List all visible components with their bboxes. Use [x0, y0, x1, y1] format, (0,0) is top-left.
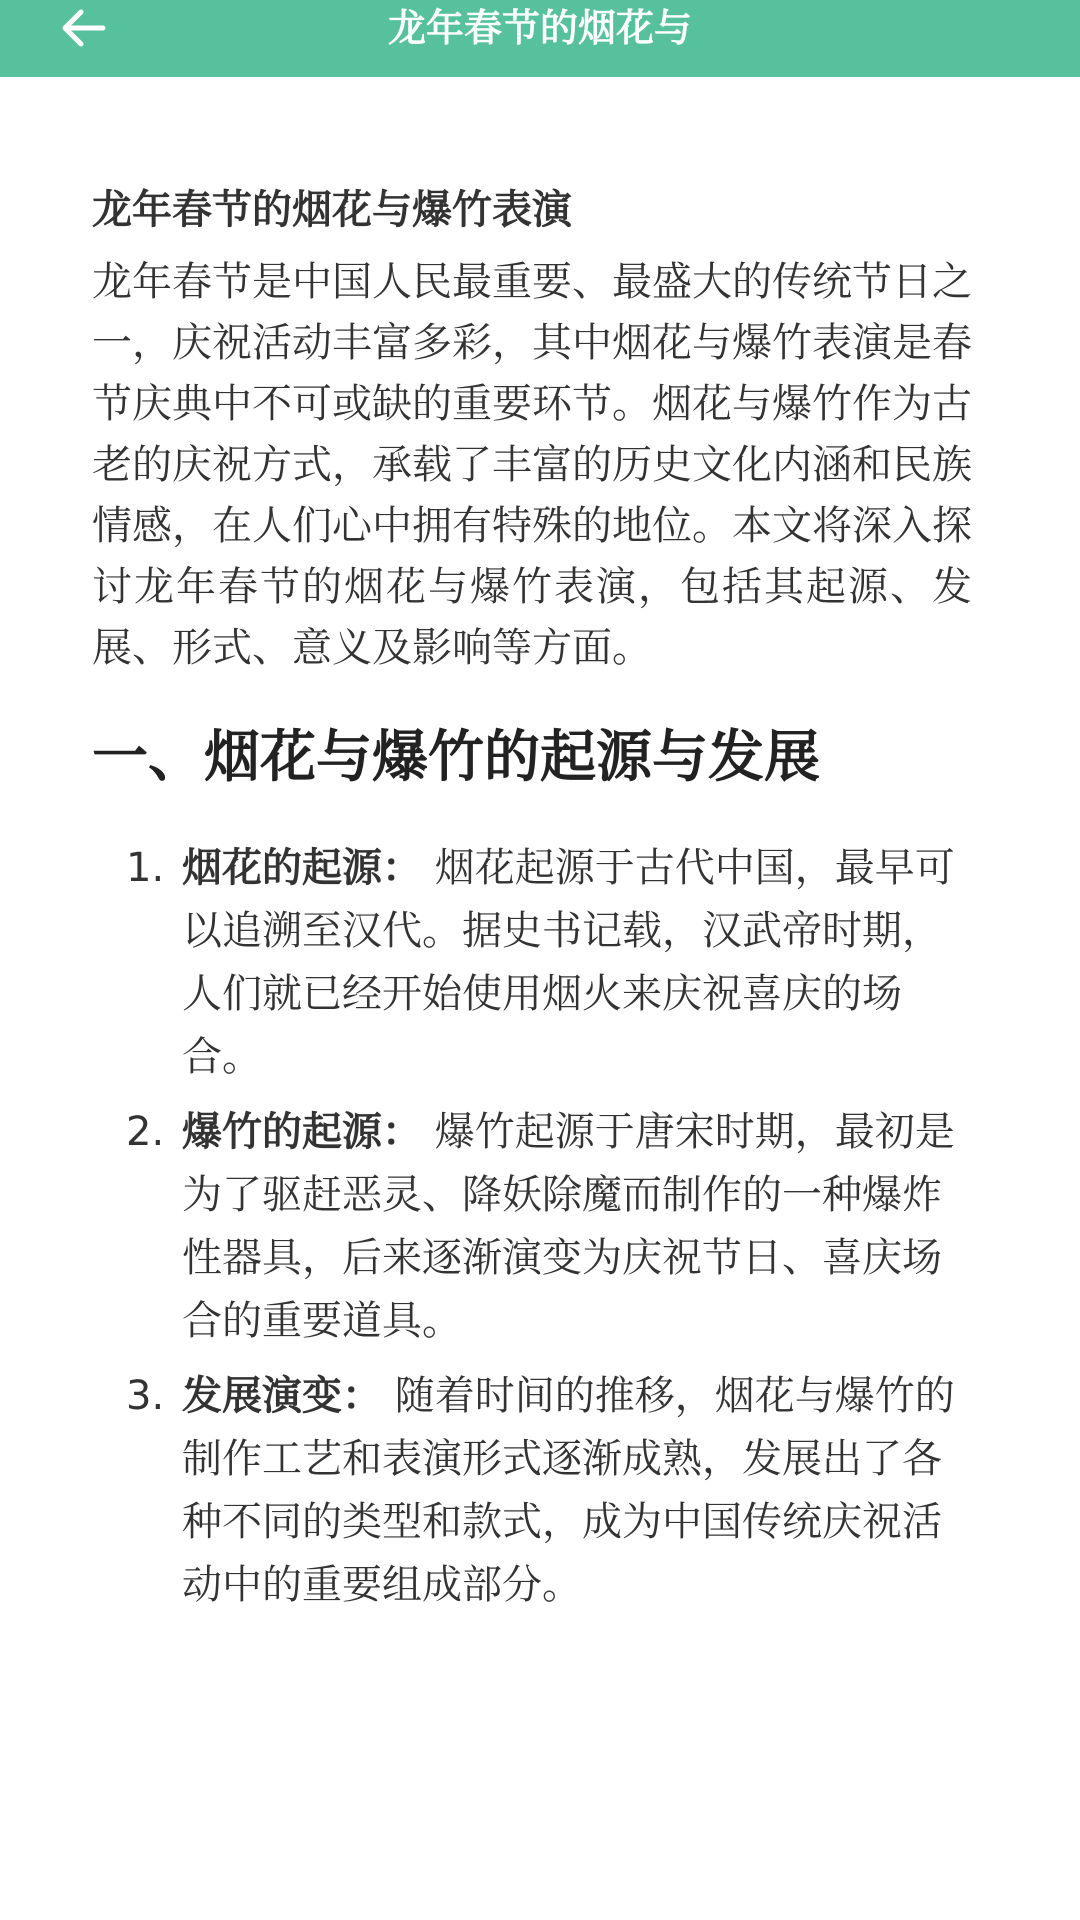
list-item-number: 2.	[126, 1109, 165, 1155]
list-item	[92, 837, 972, 1089]
origin-list	[92, 837, 972, 1617]
list-item-text: 随着时间的推移，烟花与爆竹的制作工艺和表演形式逐渐成熟，发展出了各种不同的类型和款式，成为中国传统庆祝活动中的重要组成部分。	[182, 1373, 955, 1608]
back-button[interactable]	[44, 0, 122, 56]
article-intro: 龙年春节是中国人民最重要、最盛大的传统节日之一，庆祝活动丰富多彩，其中烟花与爆竹表演是春节庆典中不可或缺的重要环节。烟花与爆竹作为古老的庆祝方式，承载了丰富的历史文化内涵和民族情感，在人们心中拥有特殊的地位。本文将深入探讨龙年春节的烟花与爆竹表演，包括其起源、发展、形式、意义及影响等方面。	[92, 259, 972, 671]
section-heading: 一、烟花与爆竹的起源与发展	[92, 725, 820, 790]
list-item-number: 3.	[126, 1373, 165, 1419]
list-item-text: 烟花起源于古代中国，最早可以追溯至汉代。据史书记载，汉武帝时期，人们就已经开始使用烟火来庆祝喜庆的场合。	[182, 845, 955, 1080]
list-item-label: 发展演变：	[182, 1373, 382, 1419]
app-bar	[0, 0, 1080, 77]
list-item	[92, 1365, 972, 1617]
list-item-text: 爆竹起源于唐宋时期，最初是为了驱赶恶灵、降妖除魔而制作的一种爆炸性器具，后来逐渐演变为庆祝节日、喜庆场合的重要道具。	[182, 1109, 955, 1344]
list-item-number: 1.	[126, 845, 165, 891]
article-content	[92, 180, 972, 1629]
list-item	[92, 1101, 972, 1353]
list-item-label: 烟花的起源：	[182, 845, 422, 891]
list-item-label: 爆竹的起源：	[182, 1109, 422, 1155]
app-bar-title: 龙年春节的烟花与	[387, 6, 692, 50]
article-title: 龙年春节的烟花与爆竹表演	[92, 187, 572, 233]
arrow-left-icon	[59, 8, 107, 48]
